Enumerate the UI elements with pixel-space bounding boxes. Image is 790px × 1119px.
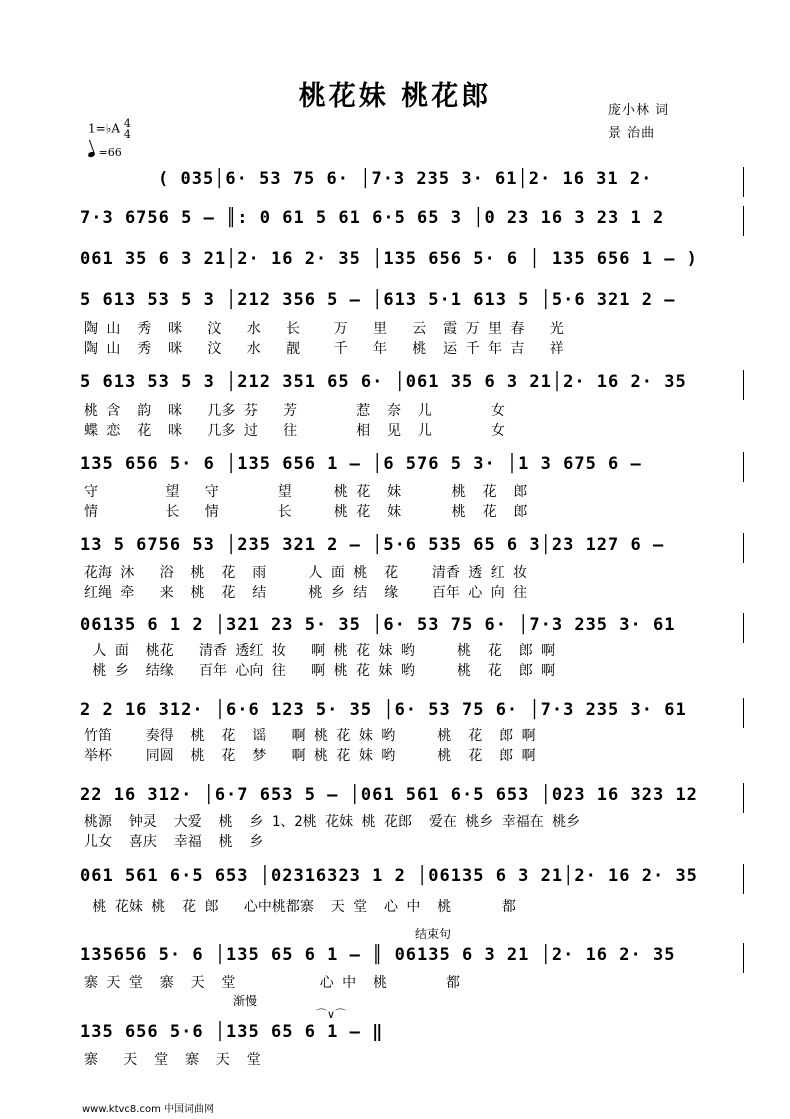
score-row-10 <box>80 783 745 813</box>
ending-label: 结束句 <box>415 927 452 941</box>
notes-row-12: 135656 5· 6 │135 65 6 1 – ║ 06135 6 3 21 │2· 16 2· 35 <box>80 945 676 965</box>
lyric-row-9b: 举杯 同圆 桃 花 梦 啊 桃 花 妹 哟 桃 花 郎 啊 <box>84 748 536 764</box>
score-row-6 <box>80 452 745 482</box>
lyric-row-12: 寨 天 堂 寨 天 堂 心 中 桃 都 <box>84 975 461 991</box>
score-row-3 <box>80 247 745 277</box>
tempo-value: =66 <box>98 146 122 159</box>
lyric-row-11: 桃 花妹 桃 花 郎 心中桃都寨 天 堂 心 中 桃 都 <box>84 899 516 915</box>
barline <box>743 533 744 563</box>
tempo-mark <box>88 146 122 159</box>
song-title: 桃花妹 桃花郎 <box>298 81 492 112</box>
notes-row-2: 7·3 6756 5 – ║: 0 61 5 61 6·5 65 3 │0 23 16 3 23 1 2 <box>80 208 665 228</box>
score-row-8 <box>80 613 745 643</box>
lyric-row-8b: 桃 乡 结缘 百年 心向 往 啊 桃 花 妹 哟 桃 花 郎 啊 <box>84 663 556 679</box>
barline <box>743 167 744 197</box>
lyric-row-10a: 桃源 钟灵 大爱 桃 乡 1、2桃 花妹 桃 花郎 爱在 桃乡 幸福在 桃乡 <box>84 814 581 830</box>
lyric-row-7a: 花海 沐 浴 桃 花 雨 人 面 桃 花 清香 透 红 妆 <box>84 565 528 581</box>
score-row-1 <box>80 167 745 197</box>
time-bottom: 4 <box>123 128 131 141</box>
barline <box>743 206 744 236</box>
score-row-4 <box>80 288 745 318</box>
rit-label: 渐慢 <box>233 994 258 1008</box>
notes-row-9: 2 2 16 312· │6·6 123 5· 35 │6· 53 75 6· │7·3 235 3· 61 <box>80 700 687 720</box>
score-row-12 <box>80 943 745 973</box>
notes-row-10: 22 16 312· │6·7 653 5 – │061 561 6·5 653 │023 16 323 12 <box>80 785 698 805</box>
barline <box>743 698 744 728</box>
footer-watermark: www.ktvc8.com 中国词曲网 <box>82 1104 215 1115</box>
notes-row-13: 135 656 5·6 │135 65 6 1 – ‖ <box>80 1022 384 1042</box>
time-top: 4 <box>123 117 131 130</box>
score-row-7 <box>80 533 745 563</box>
time-signature <box>124 118 131 140</box>
score-row-5 <box>80 370 745 400</box>
key-label: 1=♭A <box>88 121 121 136</box>
lyric-row-4a: 陶 山 秀 咪 汶 水 长 万 里 云 霞 万 里 春 光 <box>84 321 564 337</box>
score-row-13 <box>80 1020 745 1050</box>
lyric-row-6b: 情 长 情 长 桃 花 妹 桃 花 郎 <box>84 504 528 520</box>
quarter-note-icon <box>87 151 95 158</box>
barline <box>743 452 744 482</box>
barline <box>743 783 744 813</box>
lyricist-credit: 庞小林 词 <box>608 103 670 118</box>
lyric-row-7b: 红绳 牵 来 桃 花 结 桃 乡 结 缘 百年 心 向 往 <box>84 585 528 601</box>
notes-row-6: 135 656 5· 6 │135 656 1 – │6 576 5 3· │1 3 675 6 – <box>80 454 642 474</box>
lyric-row-5a: 桃 含 韵 咪 几多 芬 芳 惹 奈 儿 女 <box>84 403 505 419</box>
notes-row-11: 061 561 6·5 653 │02316323 1 2 │06135 6 3 21│2· 16 2· 35 <box>80 866 698 886</box>
lyric-row-13: 寨 天 堂 寨 天 堂 <box>84 1052 261 1068</box>
lyric-row-8a: 人 面 桃花 清香 透红 妆 啊 桃 花 妹 哟 桃 花 郎 啊 <box>84 643 556 659</box>
fermata-breath-mark: ⌒∨⌒ <box>316 1008 347 1021</box>
score-row-2 <box>80 206 745 236</box>
composer-credit: 景 治曲 <box>608 126 656 141</box>
barline <box>743 370 744 400</box>
notes-row-8: 06135 6 1 2 │321 23 5· 35 │6· 53 75 6· │7·3 235 3· 61 <box>80 615 676 635</box>
notes-row-7: 13 5 6756 53 │235 321 2 – │5·6 535 65 6 3│23 127 6 – <box>80 535 665 555</box>
lyric-row-9a: 竹笛 奏得 桃 花 谣 啊 桃 花 妹 哟 桃 花 郎 啊 <box>84 728 536 744</box>
lyric-row-4b: 陶 山 秀 咪 汶 水 靓 千 年 桃 运 千 年 吉 祥 <box>84 341 564 357</box>
barline <box>743 864 744 894</box>
lyric-row-10b: 儿女 喜庆 幸福 桃 乡 <box>84 834 264 850</box>
lyric-row-5b: 蝶 恋 花 咪 几多 过 往 相 见 儿 女 <box>84 423 505 439</box>
notes-row-5: 5 613 53 5 3 │212 351 65 6· │061 35 6 3 21│2· 16 2· 35 <box>80 372 687 392</box>
key-signature <box>88 118 131 140</box>
barline <box>743 613 744 643</box>
score-row-9 <box>80 698 745 728</box>
notes-row-3: 061 35 6 3 21│2· 16 2· 35 │135 656 5· 6 │ 135 656 1 – ) <box>80 249 698 269</box>
notes-row-1: ( 035│6· 53 75 6· │7·3 235 3· 61│2· 16 31 2· <box>158 169 653 189</box>
barline <box>743 943 744 973</box>
notes-row-4: 5 613 53 5 3 │212 356 5 – │613 5·1 613 5 │5·6 321 2 – <box>80 290 676 310</box>
score-row-11 <box>80 864 745 894</box>
lyric-row-6a: 守 望 守 望 桃 花 妹 桃 花 郎 <box>84 484 528 500</box>
